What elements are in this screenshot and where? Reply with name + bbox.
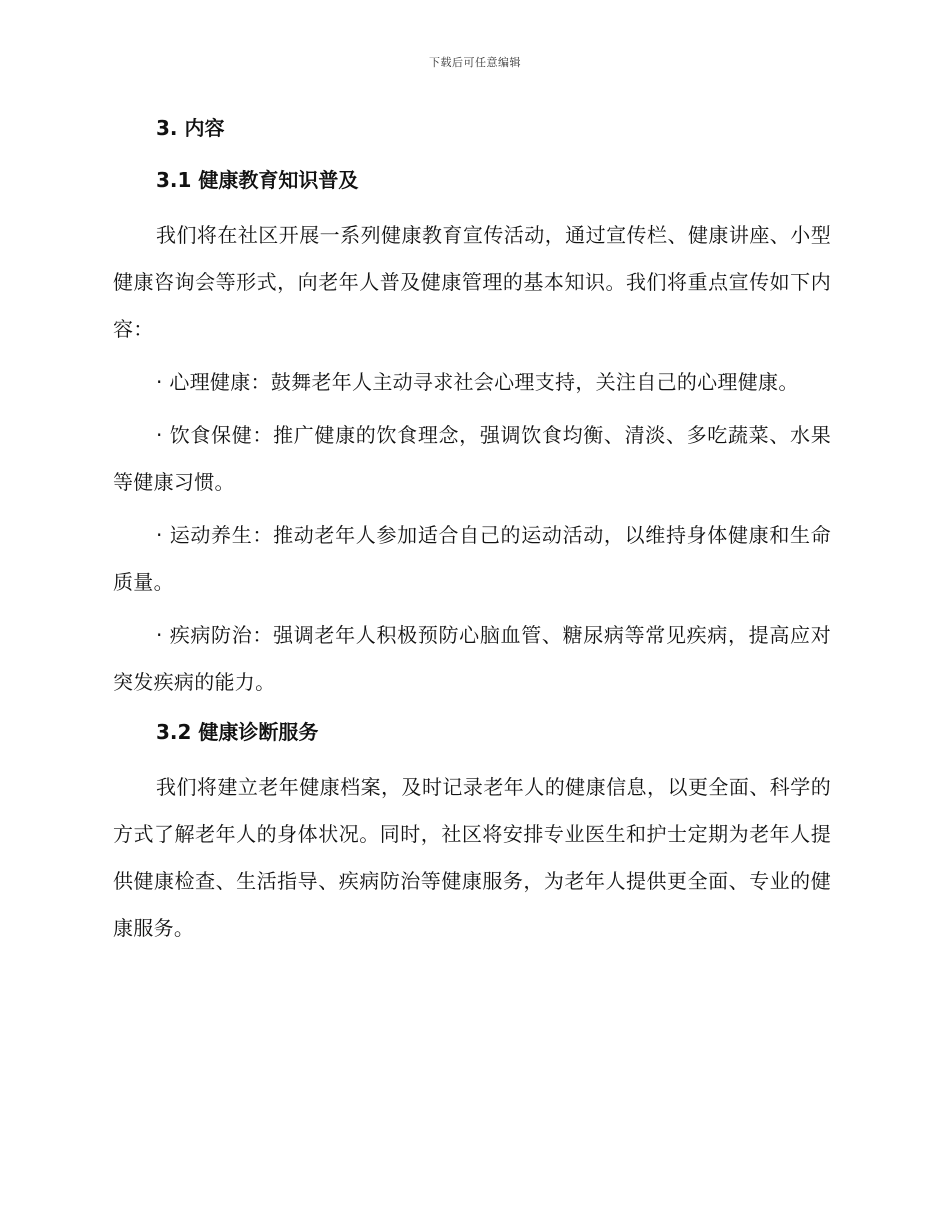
paragraph-health-diagnosis: 我们将建立老年健康档案，及时记录老年人的健康信息，以更全面、科学的方式了解老年人的身体状况。同时，社区将安排专业医生和护士定期为老年人提供健康检查、生活指导、疾病防治等健康服务，为老年人提供更全面、专业的健康服务。 xyxy=(113,775,831,940)
bullet-diet: · 饮食保健：推广健康的饮食理念，强调饮食均衡、清淡、多吃蔬菜、水果等健康习惯。 xyxy=(113,423,831,494)
bullet-mental-health: · 心理健康：鼓舞老年人主动寻求社会心理支持，关注自己的心理健康。 xyxy=(156,370,799,394)
document-body xyxy=(113,108,831,958)
subsection-title-health-education: 3.1 健康教育知识普及 xyxy=(156,168,359,192)
bullet-disease-prevention: · 疾病防治：强调老年人积极预防心脑血管、糖尿病等常见疾病，提高应对突发疾病的能力。 xyxy=(113,623,831,694)
page-header-note: 下载后可任意编辑 xyxy=(429,56,521,69)
paragraph-health-education-intro: 我们将在社区开展一系列健康教育宣传活动，通过宣传栏、健康讲座、小型健康咨询会等形式，向老年人普及健康管理的基本知识。我们将重点宣传如下内容： xyxy=(113,223,831,341)
subsection-title-health-diagnosis: 3.2 健康诊断服务 xyxy=(156,720,319,744)
bullet-exercise: · 运动养生：推动老年人参加适合自己的运动活动，以维持身体健康和生命质量。 xyxy=(113,523,831,594)
section-title: 3. 内容 xyxy=(156,116,225,140)
